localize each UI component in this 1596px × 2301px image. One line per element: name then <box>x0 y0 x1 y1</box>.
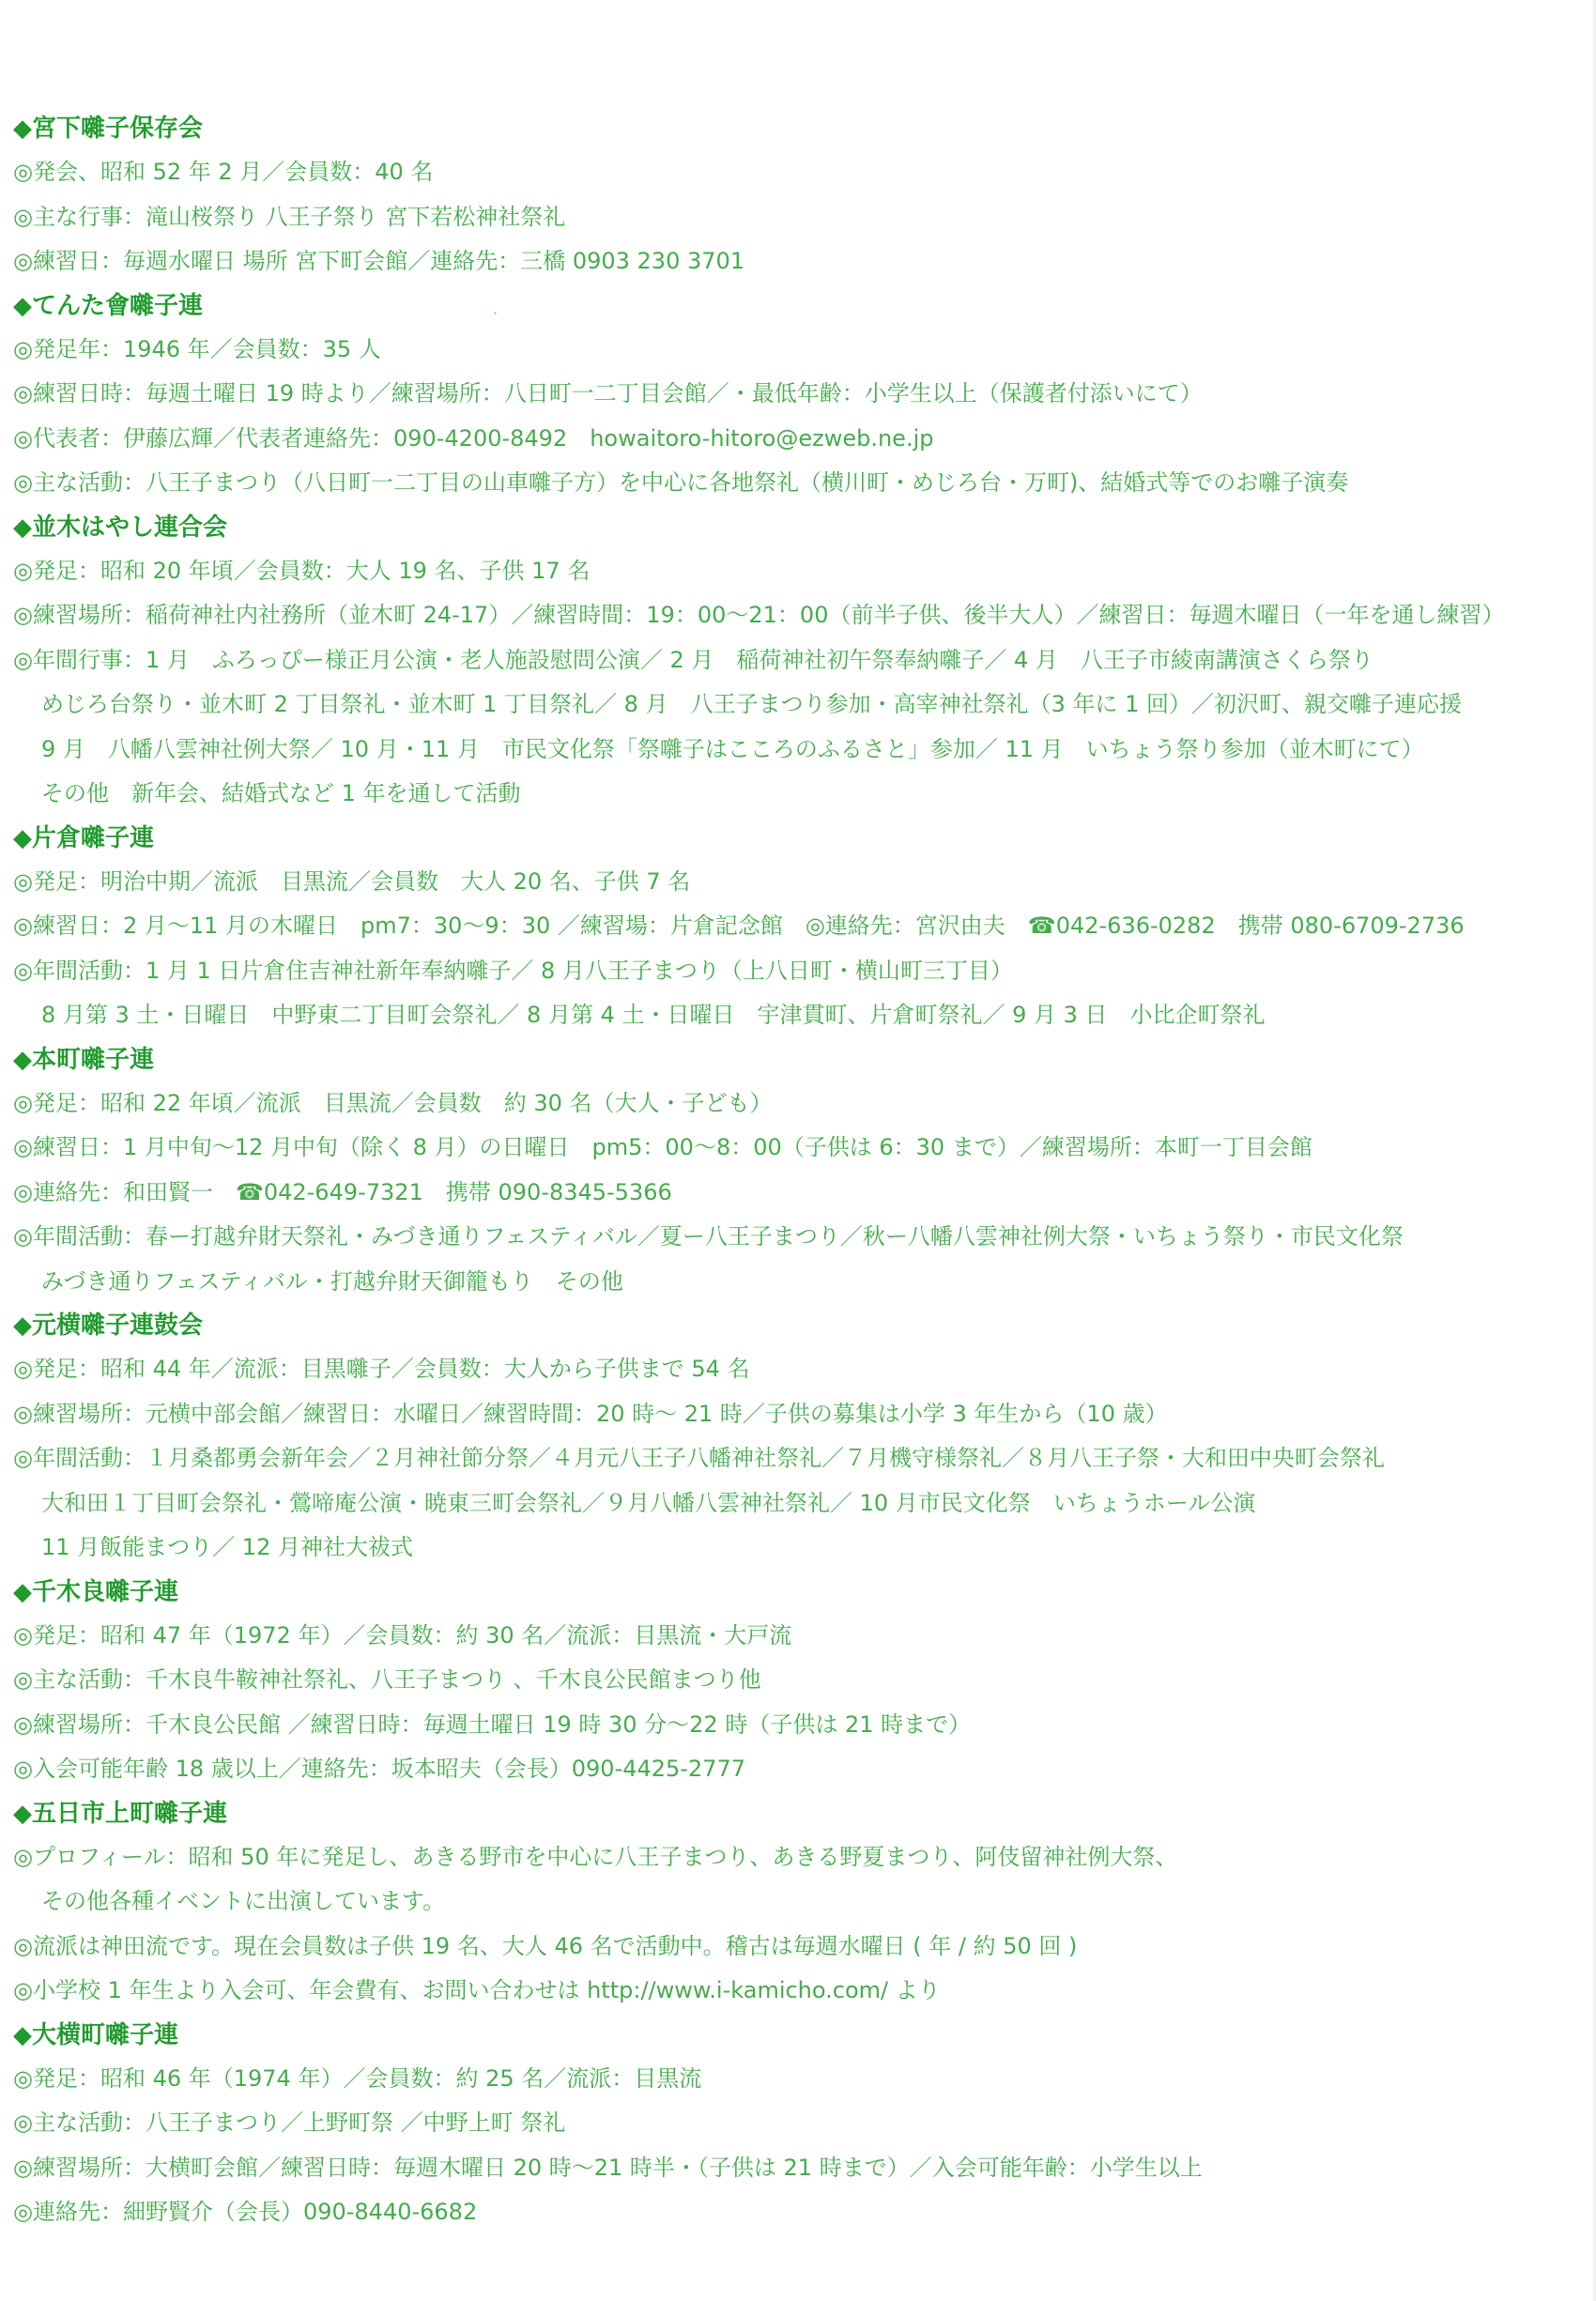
section-itsukaichi-kamicho <box>13 1792 1581 2014</box>
section-heading: ◆片倉囃子連 <box>13 823 154 852</box>
info-line-continuation: その他各種イベントに出演しています。 <box>41 1888 446 1914</box>
info-line: ◎発足：昭和 22 年頃／流派 目黒流／会員数 約 30 名（大人・子ども） <box>13 1089 773 1116</box>
info-line: ◎小学校 1 年生より入会可、年会費有、お問い合わせは http://www.i-kamicho.com/ より <box>13 1977 941 2003</box>
info-line: ◎主な活動：八王子まつり（八日町一二丁目の山車囃子方）を中心に各地祭礼（横川町・めじろ台・万町)、結婚式等でのお囃子演奏 <box>13 469 1349 496</box>
section-heading: ◆てんた會囃子連 <box>13 291 203 320</box>
info-line: ◎練習場所：元横中部会館／練習日：水曜日／練習時間：20 時～ 21 時／子供の募集は小学 3 年生から（10 歳） <box>13 1400 1168 1427</box>
section-oyokocho <box>13 2014 1581 2235</box>
section-namiki <box>13 506 1581 817</box>
section-chigira <box>13 1571 1581 1792</box>
info-line: ◎主な行事：滝山桜祭り 八王子祭り 宮下若松神社祭礼 <box>13 203 566 230</box>
info-line: ◎年間行事：1 月 ふろっぴー様正月公演・老人施設慰問公演／ 2 月 稲荷神社初午祭奉納囃子／ 4 月 八王子市綾南講演さくら祭り <box>13 646 1373 673</box>
section-honcho <box>13 1038 1581 1305</box>
section-heading: ◆本町囃子連 <box>13 1045 154 1074</box>
info-line: ◎発足：昭和 20 年頃／会員数：大人 19 名、子供 17 名 <box>13 557 591 584</box>
section-heading: ◆五日市上町囃子連 <box>13 1799 227 1828</box>
info-line-continuation: 大和田１丁目町会祭礼・鶯啼庵公演・暁東三町会祭礼／９月八幡八雲神社祭礼／ 10 月市民文化祭 いちょうホール公演 <box>41 1489 1256 1516</box>
info-line: ◎練習場所：稲荷神社内社務所（並木町 24-17）／練習時間：19：00～21：00（前半子供、後半大人）／練習日：毎週木曜日（一年を通し練習） <box>13 602 1505 628</box>
section-heading: ◆千木良囃子連 <box>13 1577 178 1606</box>
info-line: ◎主な活動：千木良牛鞍神社祭礼、八王子まつり 、千木良公民館まつり他 <box>13 1666 761 1693</box>
section-motoyoko <box>13 1304 1581 1571</box>
section-heading: ◆大横町囃子連 <box>13 2020 178 2049</box>
info-line: ◎入会可能年齢 18 歳以上／連絡先：坂本昭夫（会長）090-4425-2777 <box>13 1756 746 1782</box>
info-line: ◎年間活動：春ー打越弁財天祭礼・みづき通りフェスティバル／夏ー八王子まつり／秋ー八幡八雲神社例大祭・いちょう祭り・市民文化祭 <box>13 1223 1404 1250</box>
info-line: ◎発会、昭和 52 年 2 月／会員数：40 名 <box>13 159 434 185</box>
scan-speck: · <box>493 304 499 322</box>
section-heading: ◆宮下囃子保存会 <box>13 115 203 143</box>
info-line: ◎練習日時：毎週土曜日 19 時より／練習場所：八日町一二丁目会館／・最低年齢：小学生以上（保護者付添いにて） <box>13 380 1203 407</box>
info-line: ◎連絡先：細野賢介（会長）090-8440-6682 <box>13 2199 478 2225</box>
section-heading: ◆並木はやし連合会 <box>13 513 227 542</box>
info-line-continuation: 8 月第 3 土・日曜日 中野東二丁目町会祭礼／ 8 月第 4 土・日曜日 宇津貫町、片倉町祭礼／ 9 月 3 日 小比企町祭礼 <box>41 1002 1266 1028</box>
info-line: ◎練習日：2 月～11 月の木曜日 pm7：30～9：30 ／練習場：片倉記念館 ◎連絡先：宮沢由夫 ☎042-636-0282 携帯 080-6709-2736 <box>13 913 1465 939</box>
section-heading: ◆元横囃子連鼓会 <box>13 1312 203 1340</box>
info-line: ◎プロフィール：昭和 50 年に発足し、あきる野市を中心に八王子まつり、あきる野夏まつり、阿伎留神社例大祭、 <box>13 1843 1178 1870</box>
info-line: ◎主な活動：八王子まつり／上野町祭 ／中野上町 祭礼 <box>13 2109 566 2136</box>
info-line: ◎発足：昭和 47 年（1972 年）／会員数：約 30 名／流派：目黒流・大戸流 <box>13 1621 792 1649</box>
info-line: ◎流派は神田流です。現在会員数は子供 19 名、大人 46 名で活動中。稽古は毎週水曜日 ( 年 / 約 50 回 ) <box>13 1932 1078 1959</box>
info-line-continuation: その他 新年会、結婚式など 1 年を通して活動 <box>41 780 521 806</box>
info-line: ◎年間活動：１月桑都勇会新年会／２月神社節分祭／４月元八王子八幡神社祭礼／７月機守様祭礼／８月八王子祭・大和田中央町会祭礼 <box>13 1445 1385 1471</box>
section-katakura <box>13 817 1581 1038</box>
info-line: ◎発足：昭和 46 年（1974 年）／会員数：約 25 名／流派：目黒流 <box>13 2064 702 2092</box>
info-line: ◎年間活動：1 月 1 日片倉住吉神社新年奉納囃子／ 8 月八王子まつり（上八日町・横山町三丁目） <box>13 957 1013 984</box>
info-line: ◎練習場所：大横町会館／練習日時：毎週木曜日 20 時～21 時半・（子供は 21 時まで）／入会可能年齢：小学生以上 <box>13 2154 1203 2181</box>
info-line: ◎発足年：1946 年／会員数：35 人 <box>13 335 381 362</box>
section-miyashita <box>13 107 1581 284</box>
section-tentakai <box>13 284 1581 506</box>
info-line-continuation: 9 月 八幡八雲神社例大祭／ 10 月・11 月 市民文化祭「祭囃子はこころのふるさと」参加／ 11 月 いちょう祭り参加（並木町にて） <box>41 735 1424 762</box>
info-line: ◎練習場所：千木良公民館 ／練習日時：毎週土曜日 19 時 30 分～22 時（子供は 21 時まで） <box>13 1710 972 1738</box>
info-line: ◎練習日：毎週水曜日 場所 宮下町会館／連絡先：三橋 0903 230 3701 <box>13 248 745 274</box>
info-line: ◎発足：明治中期／流派 目黒流／会員数 大人 20 名、子供 7 名 <box>13 867 691 895</box>
info-line: ◎代表者：伊藤広輝／代表者連絡先：090-4200-8492 howaitoro-hitoro@ezweb.ne.jp <box>13 424 934 452</box>
info-line-continuation: 11 月飯能まつり／ 12 月神社大祓式 <box>41 1534 413 1560</box>
info-line-continuation: みづき通りフェスティバル・打越弁財天御籠もり その他 <box>41 1267 623 1295</box>
info-line: ◎発足：昭和 44 年／流派：目黒囃子／会員数：大人から子供まで 54 名 <box>13 1356 750 1382</box>
info-line-continuation: めじろ台祭り・並木町 2 丁目祭礼・並木町 1 丁目祭礼／ 8 月 八王子まつり参加・高宰神社祭礼（3 年に 1 回）／初沢町、親交囃子連応援 <box>41 691 1463 717</box>
info-line: ◎練習日：1 月中旬～12 月中旬（除く 8 月）の日曜日 pm5：00～8：00（子供は 6：30 まで）／練習場所：本町一丁目会館 <box>13 1134 1312 1160</box>
info-line: ◎連絡先：和田賢一 ☎042-649-7321 携帯 090-8345-5366 <box>13 1178 672 1205</box>
document-content <box>13 107 1581 2235</box>
